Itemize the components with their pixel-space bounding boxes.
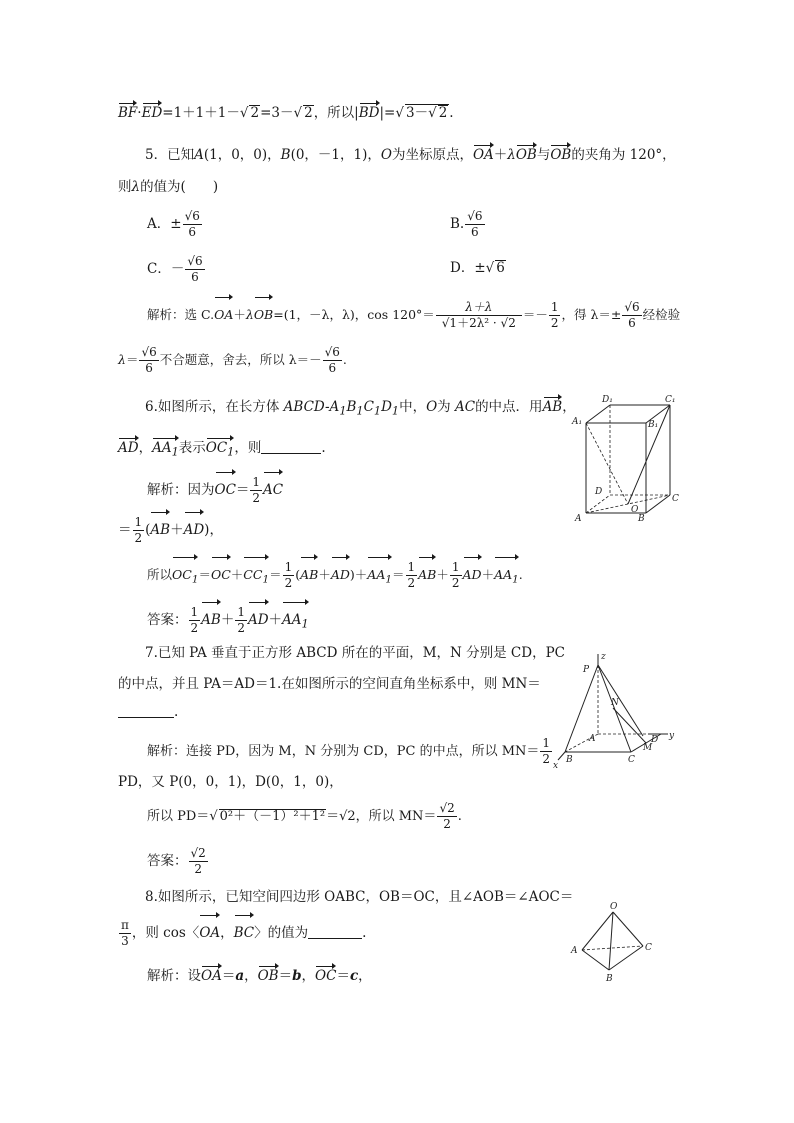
q6-line1: 6.如图所示，在长方体 ABCD-$A_1B_1C_1D_1$中，O为 AC的中点．用AB，: [145, 399, 576, 418]
vec-ed: ED: [141, 105, 163, 121]
q6-line2: AD，$AA_1$表示$OC_1$，则 .: [118, 438, 326, 463]
label-b: B: [606, 974, 613, 984]
q7-solution-line3: 所以 PD＝√ 0²＋（－1）²＋1²＝√2，所以 MN＝ $\frac{√2}{2}$ .: [147, 801, 462, 831]
label-b: B: [638, 514, 645, 524]
q5-solution-line1: 解析：选 C.OA＋λOB=(1，－λ，λ)，cos 120°＝ $\frac{\lambda+\lambda}{\text{√1＋2λ² · √2}}$ ＝－ $\frac{1}{2}$ ，得 λ＝± $\frac{√6}{6}$ 经检验: [147, 297, 680, 333]
label-d: D: [651, 735, 659, 745]
label-c1: C₁: [665, 395, 676, 405]
top-r2a: 2: [250, 105, 260, 121]
q6-solution-line2: ＝ $\frac{1}{2}$ (AB＋AD)，: [118, 512, 223, 548]
segment-nm: [613, 708, 646, 743]
label-z: z: [601, 652, 606, 662]
q7-line2: 的中点，并且 PA＝AD＝1.在如图所示的空间直角坐标系中，则 MN＝: [118, 676, 541, 692]
q8-line1: 8.如图所示，已知空间四边形 OABC，OB＝OC，且∠AOB＝∠AOC＝: [145, 889, 574, 905]
q8-solution: 解析：设OA＝a，OB＝b，OC＝c，: [147, 968, 372, 984]
label-m: M: [643, 743, 653, 753]
edge-a1d1: [586, 405, 610, 423]
vec-bf: BF: [118, 105, 138, 121]
q7-solution-line1: 解析：连接 PD，因为 M，N 分别为 CD，PC 的中点，所以 MN＝ $\frac{1}{2}$: [147, 736, 551, 766]
q6-answer: 答案： $\frac{1}{2}$ AB＋ $\frac{1}{2}$ $AD+AA_1$: [147, 602, 309, 643]
q5-option-d: D．±√ 6: [450, 260, 505, 276]
label-p: P: [583, 665, 590, 675]
q5-solution-line2: λ＝ $\frac{√6}{6}$ 不合题意，舍去，所以 λ＝－ $\frac{√6}{6}$ .: [118, 345, 347, 375]
edge-oa: [582, 912, 613, 950]
x-axis: [558, 752, 565, 760]
edge-ab: [582, 950, 609, 970]
label-b1: B₁: [648, 420, 659, 430]
dot-operator: ·: [137, 105, 142, 121]
label-x: x: [553, 761, 559, 771]
edge-bc: [609, 946, 643, 970]
q5-option-c: C．－ $\frac{√6}{6}$: [147, 254, 203, 284]
label-c: C: [628, 755, 635, 765]
edge-ac-hidden: [582, 946, 643, 950]
label-a: A: [571, 946, 578, 956]
q8-answer-blank: [308, 924, 362, 939]
q5-option-b: B. $\frac{√6}{6}$: [450, 209, 483, 239]
top-r3: 3－√ 2: [405, 105, 448, 121]
top-end: .: [449, 105, 454, 121]
edge-oc: [613, 912, 643, 946]
q7-answer: 答案： $\frac{√2}{2}$: [147, 846, 206, 876]
top-bar: |=: [379, 105, 396, 121]
label-b: B: [566, 755, 573, 765]
edge-bc: [646, 495, 670, 513]
q5-line2: 则λ的值为( ): [118, 179, 219, 195]
q6-solution-line3: 所以$OC_1=OC+CC_1=$ $\frac{1}{2}$ $(AB+AD)+AA_1=$ $\frac{1}{2}$ AB＋ $\frac{1}{2}$ $AD+AA_1$.: [147, 557, 523, 598]
label-a: A: [575, 514, 582, 524]
q6-answer-blank: [261, 439, 321, 454]
top-line: BF·ED=1＋1＋1－√ 2=3－√ 2，所以|BD|=√ 3－√ 2 .: [118, 105, 454, 121]
label-o: O: [631, 505, 639, 515]
label-n: N: [611, 698, 619, 708]
q8-tetrahedron-figure: [567, 900, 662, 985]
top-r2b: 2: [304, 105, 313, 121]
segment-a1o-hidden: [586, 423, 628, 504]
top-sep: ，所以|: [313, 105, 359, 121]
label-d: D: [595, 487, 603, 497]
q5-line1: 5．已知A(1，0，0)，B(0，－1，1)，O为坐标原点，OA＋λOB与OB的夹角为 120°，: [145, 147, 676, 163]
label-c: C: [645, 943, 652, 953]
q5-option-a: A．± $\frac{√6}{6}$: [147, 209, 200, 239]
q6-solution-line1: 解析：因为OC＝ $\frac{1}{2}$ AC: [147, 472, 283, 508]
q6-cuboid-figure: [566, 390, 686, 526]
q7-line3: .: [118, 702, 178, 722]
label-a: A: [589, 734, 596, 744]
top-eq2: =3－: [260, 105, 294, 121]
q7-solution-line2: PD，又 P(0，0，1)，D(0，1，0)，: [118, 774, 343, 790]
q7-line1: 7.已知 PA 垂直于正方形 ABCD 所在的平面，M，N 分别是 CD，PC: [145, 645, 565, 661]
label-d1: D₁: [602, 395, 613, 405]
label-c: C: [672, 494, 679, 504]
vec-bd: BD: [358, 105, 380, 121]
top-eq1: =1＋1＋1－: [162, 105, 240, 121]
label-o: O: [610, 902, 618, 912]
label-a1: A₁: [572, 417, 583, 427]
q8-line2: $\frac{\pi}{3}$ ，则 cos〈OA，BC〉的值为 .: [118, 915, 366, 951]
edge-ob: [609, 912, 613, 970]
label-y: y: [669, 731, 675, 741]
q7-pyramid-figure: [553, 650, 678, 772]
q7-answer-blank: [118, 703, 174, 718]
